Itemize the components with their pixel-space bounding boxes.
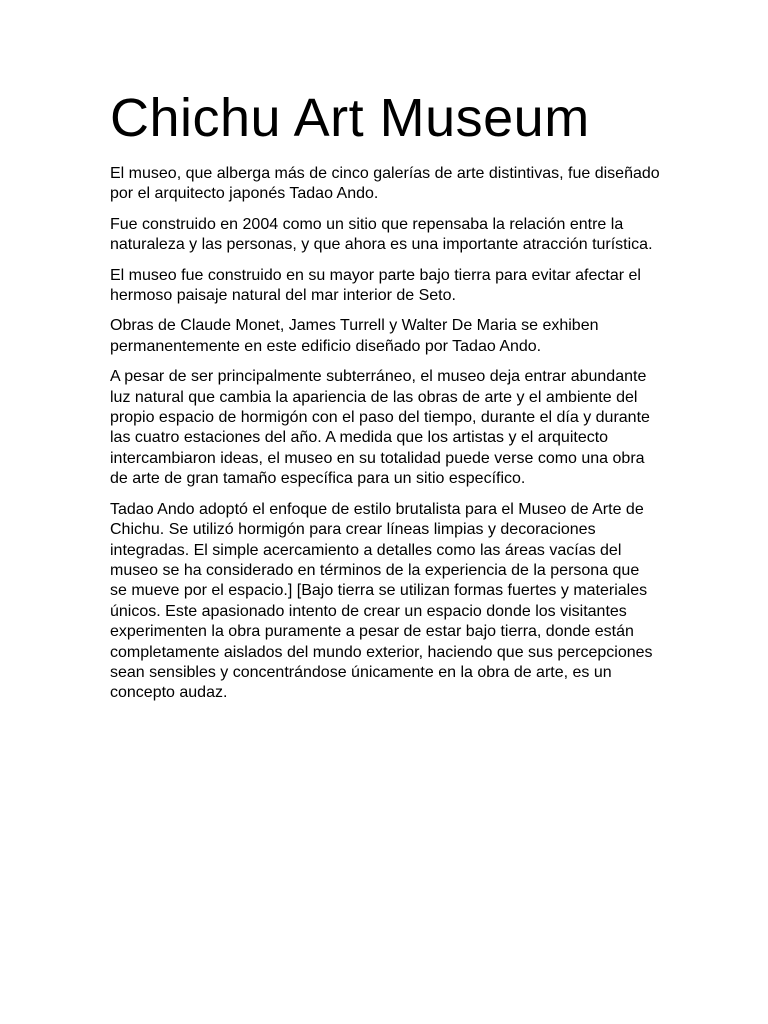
paragraph-4: Obras de Claude Monet, James Turrell y Walter De Maria se exhiben permanentemente en este edificio diseñado por Tadao Ando. (110, 317, 599, 355)
paragraph-2: Fue construido en 2004 como un sitio que repensaba la relación entre la naturaleza y las personas, y que ahora es una importante atracción turística. (110, 215, 653, 254)
paragraph-3: El museo fue construido en su mayor parte bajo tierra para evitar afectar el hermoso paisaje natural del mar interior de Seto. (110, 266, 641, 305)
document-page (110, 86, 660, 714)
document-title: Chichu Art Museum (110, 88, 590, 148)
paragraph-5: A pesar de ser principalmente subterráneo, el museo deja entrar abundante luz natural que cambia la apariencia de las obras de arte y el ambiente del propio espacio de hormigón con el paso del tiempo, durante el día y durante las cuatro estaciones del año. A medida que los artistas y el arquitecto intercambiaron ideas, el museo en su totalidad puede verse como una obra de arte de gran tamaño específica para un sitio específico. (110, 368, 650, 488)
paragraph-1: El museo, que alberga más de cinco galerías de arte distintivas, fue diseñado por el arquitecto japonés Tadao Ando. (110, 165, 660, 203)
paragraph-6: Tadao Ando adoptó el enfoque de estilo brutalista para el Museo de Arte de Chichu. Se utilizó hormigón para crear líneas limpias y decoraciones integradas. El simple acercamiento a detalles como las áreas vacías del museo se ha considerado en términos de la experiencia de la persona que se mueve por el espacio.] [Bajo tierra se utilizan formas fuertes y materiales únicos. Este apasionado intento de crear un espacio donde los visitantes experimenten la obra puramente a pesar de estar bajo tierra, donde están completamente aislados del mundo exterior, haciendo que sus percepciones sean sensibles y concentrándose únicamente en la obra de arte, es un concepto audaz. (110, 500, 653, 702)
